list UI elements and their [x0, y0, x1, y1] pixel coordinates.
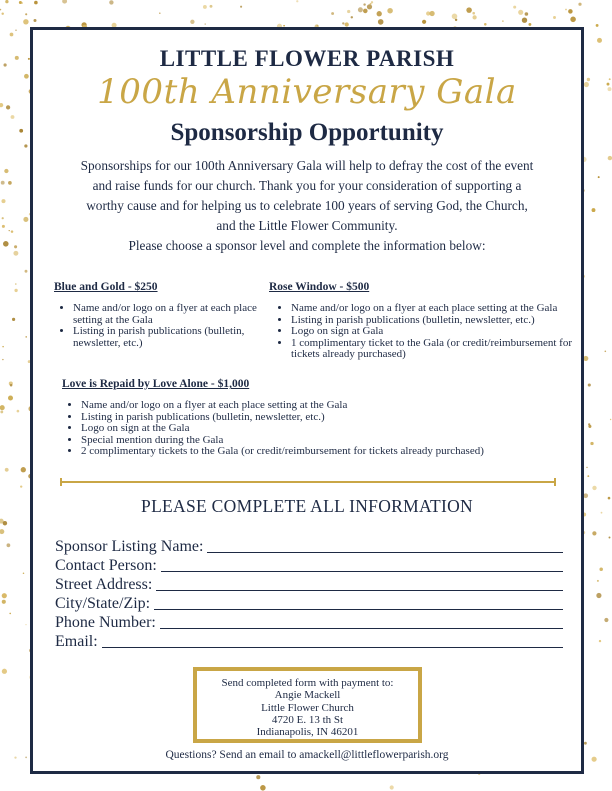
form-heading: PLEASE COMPLETE ALL INFORMATION — [141, 496, 473, 516]
confetti-dot — [19, 129, 23, 133]
phone-number-field[interactable] — [55, 612, 563, 632]
confetti-dot — [20, 485, 22, 487]
confetti-dot — [11, 230, 14, 233]
confetti-dot — [15, 283, 16, 285]
email-line[interactable] — [102, 647, 563, 648]
confetti-dot — [331, 12, 334, 15]
confetti-dot — [0, 410, 3, 413]
benefit-item: • Listing in parish publications (bulletin, newsletter, etc.) — [73, 326, 283, 349]
confetti-dot — [565, 9, 567, 11]
confetti-dot — [0, 103, 3, 107]
confetti-dot — [378, 19, 384, 25]
confetti-dot — [1, 199, 5, 203]
confetti-dot — [377, 11, 382, 16]
confetti-dot — [592, 486, 596, 490]
confetti-dot — [553, 16, 556, 19]
confetti-dot — [568, 9, 573, 14]
confetti-dot — [342, 22, 344, 24]
confetti-dot — [596, 24, 599, 27]
confetti-dot — [608, 156, 612, 160]
confetti-dot — [610, 419, 611, 420]
confetti-dot — [601, 512, 603, 514]
benefit-item: • Listing in parish publications (bulletin, newsletter, etc.) — [291, 315, 587, 327]
confetti-dot — [240, 6, 242, 8]
confetti-dot — [584, 742, 587, 745]
confetti-dot — [7, 543, 11, 547]
confetti-dot — [363, 3, 365, 5]
confetti-dot — [205, 23, 206, 24]
confetti-dot — [4, 169, 8, 173]
confetti-dot — [62, 0, 67, 4]
confetti-dot — [8, 181, 12, 185]
confetti-dot — [1, 12, 3, 14]
confetti-dot — [570, 17, 576, 23]
confetti-dot — [588, 383, 591, 386]
confetti-dot — [472, 12, 475, 15]
confetti-dot — [363, 9, 368, 14]
confetti-dot — [608, 87, 612, 91]
benefit-item: • Logo on sign at the Gala — [81, 423, 581, 435]
confetti-dot — [8, 395, 13, 400]
confetti-dot — [296, 0, 298, 2]
confetti-dot — [12, 318, 15, 321]
confetti-dot — [2, 217, 4, 219]
confetti-dot — [260, 785, 266, 791]
confetti-dot — [525, 12, 529, 16]
confetti-dot — [1, 181, 5, 185]
confetti-dot — [5, 0, 8, 3]
confetti-dot — [25, 13, 27, 15]
intro-line: and the Little Flower Community. — [216, 218, 398, 233]
confetti-dot — [10, 33, 14, 37]
confetti-dot — [597, 38, 602, 43]
street-address-field[interactable] — [55, 574, 563, 594]
confetti-dot — [13, 251, 18, 256]
confetti-dot — [4, 63, 7, 66]
intro-instruction: Please choose a sponsor level and complete the information below: — [128, 238, 486, 253]
confetti-dot — [599, 640, 601, 642]
confetti-dot — [109, 0, 113, 4]
confetti-dot — [17, 410, 20, 413]
confetti-dot — [597, 580, 599, 582]
phone-number-label: Phone Number: — [55, 614, 156, 631]
benefit-item: • Logo on sign at Gala — [291, 326, 587, 338]
city-state-zip-line[interactable] — [154, 609, 563, 610]
benefit-item: • Name and/or logo on a flyer at each place setting at the Gala — [291, 303, 587, 315]
gold-divider — [60, 481, 556, 483]
confetti-dot — [9, 613, 11, 615]
mailing-city: Indianapolis, IN 46201 — [256, 726, 359, 739]
confetti-dot — [607, 83, 610, 86]
confetti-dot — [452, 13, 458, 19]
confetti-dot — [9, 230, 10, 231]
benefit-item: • Name and/or logo on a flyer at each place setting at the Gala — [81, 400, 581, 412]
confetti-dot — [14, 756, 16, 758]
confetti-dot — [592, 531, 596, 535]
tier-rose-window-benefits — [277, 303, 587, 361]
confetti-dot — [578, 3, 581, 6]
confetti-dot — [25, 270, 28, 273]
confetti-dot — [608, 497, 611, 500]
confetti-dot — [10, 384, 13, 387]
confetti-dot — [23, 217, 28, 222]
contact-person-field[interactable] — [55, 555, 563, 575]
street-address-line[interactable] — [156, 590, 563, 591]
confetti-dot — [2, 225, 5, 228]
confetti-dot — [390, 785, 394, 789]
confetti-dot — [484, 23, 487, 26]
confetti-dot — [599, 567, 603, 571]
confetti-dot — [522, 18, 527, 23]
confetti-dot — [159, 12, 161, 14]
street-address-label: Street Address: — [55, 576, 153, 593]
confetti-dot — [586, 467, 587, 468]
confetti-dot — [367, 4, 372, 9]
intro-paragraph — [47, 156, 567, 256]
confetti-dot — [256, 775, 260, 779]
phone-number-line[interactable] — [160, 628, 563, 629]
confetti-dot — [34, 1, 38, 5]
confetti-dot — [455, 19, 457, 21]
city-state-zip-field[interactable] — [55, 593, 563, 613]
confetti-dot — [429, 11, 434, 16]
benefit-item: • 1 complimentary ticket to the Gala (or credit/reimbursement for tickets already purchased) — [291, 338, 587, 361]
confetti-dot — [2, 359, 3, 360]
tier-rose-window-title: Rose Window - $500 — [269, 281, 370, 293]
confetti-dot — [592, 208, 596, 212]
benefit-item: • Special mention during the Gala — [81, 435, 581, 447]
confetti-dot — [14, 245, 17, 248]
sponsor-name-label: Sponsor Listing Name: — [55, 538, 204, 555]
confetti-dot — [2, 600, 6, 604]
sponsor-name-field[interactable] — [55, 536, 563, 556]
confetti-dot — [587, 475, 589, 477]
confetti-dot — [502, 20, 503, 21]
confetti-dot — [0, 529, 4, 534]
confetti-dot — [588, 423, 590, 425]
parish-name: LITTLE FLOWER PARISH — [159, 46, 455, 71]
confetti-dot — [5, 468, 9, 472]
confetti-dot — [584, 82, 589, 87]
confetti-dot — [190, 20, 194, 24]
tier-blue-gold-title: Blue and Gold - $250 — [54, 281, 158, 293]
confetti-dot — [347, 10, 350, 13]
sponsorship-heading: Sponsorship Opportunity — [170, 119, 444, 146]
sponsor-name-line[interactable] — [207, 552, 563, 553]
confetti-dot — [466, 7, 472, 13]
confetti-dot — [15, 30, 16, 31]
confetti-dot — [604, 618, 608, 622]
intro-line: worthy cause and for helping us to celebrate 100 years of serving God, the Church, — [86, 198, 528, 213]
confetti-dot — [592, 757, 597, 762]
confetti-dot — [472, 15, 476, 19]
confetti-dot — [596, 593, 601, 598]
mailing-street: 4720 E. 13 th St — [271, 713, 344, 726]
confetti-dot — [11, 115, 15, 119]
confetti-dot — [598, 176, 600, 178]
mailing-address-box — [193, 667, 422, 743]
contact-person-line[interactable] — [161, 571, 563, 572]
benefit-item: • Name and/or logo on a flyer at each place setting at the Gala — [73, 303, 283, 326]
confetti-dot — [25, 757, 27, 759]
confetti-dot — [23, 19, 28, 24]
tier-love-repaid-benefits — [67, 400, 581, 458]
confetti-dot — [6, 105, 10, 109]
confetti-dot — [609, 537, 611, 539]
confetti-dot — [0, 405, 5, 410]
confetti-dot — [14, 289, 17, 292]
confetti-dot — [21, 467, 26, 472]
confetti-dot — [25, 336, 27, 338]
intro-line: Sponsorships for our 100th Anniversary Gala will help to defray the cost of the event — [80, 158, 534, 173]
confetti-dot — [203, 5, 207, 9]
confetti-dot — [3, 521, 7, 525]
benefit-item: • 2 complimentary tickets to the Gala (or credit/reimbursement for tickets already purchased) — [81, 446, 581, 458]
confetti-dot — [23, 573, 25, 575]
benefit-item: • Listing in parish publications (bulletin, newsletter, etc.) — [81, 412, 581, 424]
confetti-dot — [528, 23, 531, 26]
confetti-dot — [25, 624, 26, 625]
city-state-zip-label: City/State/Zip: — [55, 595, 151, 612]
confetti-dot — [587, 78, 590, 81]
confetti-dot — [210, 5, 213, 8]
confetti-dot — [21, 2, 23, 4]
mailing-org: Little Flower Church — [261, 701, 354, 714]
email-label: Email: — [55, 633, 98, 650]
confetti-dot — [24, 74, 29, 79]
confetti-dot — [2, 346, 4, 348]
flyer-frame — [30, 27, 584, 774]
confetti-dot — [345, 22, 349, 26]
confetti-dot — [513, 6, 516, 9]
confetti-dot — [609, 78, 611, 80]
confetti-dot — [33, 19, 36, 22]
confetti-dot — [590, 442, 593, 445]
confetti-dot — [358, 7, 363, 12]
confetti-dot — [518, 10, 523, 15]
confetti-dot — [351, 16, 353, 18]
confetti-dot — [24, 144, 27, 147]
confetti-dot — [0, 9, 1, 11]
mailing-intro: Send completed form with payment to: — [221, 677, 394, 689]
mailing-name: Angie Mackell — [274, 689, 341, 702]
confetti-dot — [2, 593, 7, 598]
confetti-dot — [387, 8, 393, 14]
questions-contact: Questions? Send an email to amackell@littleflowerparish.org — [165, 749, 449, 761]
contact-person-label: Contact Person: — [55, 557, 157, 574]
intro-line: and raise funds for our church. Thank you for your consideration of supporting a — [92, 178, 522, 193]
tier-love-repaid-title: Love is Repaid by Love Alone - $1,000 — [62, 378, 250, 390]
confetti-dot — [2, 669, 7, 674]
gala-title: 100th Anniversary Gala — [97, 72, 517, 112]
confetti-dot — [422, 20, 426, 24]
email-field[interactable] — [55, 631, 563, 651]
confetti-dot — [583, 493, 588, 498]
confetti-dot — [370, 3, 372, 5]
confetti-dot — [605, 351, 607, 353]
confetti-dot — [371, 1, 373, 3]
tier-blue-gold-benefits — [59, 303, 283, 349]
confetti-dot — [15, 56, 19, 60]
confetti-dot — [3, 241, 9, 247]
